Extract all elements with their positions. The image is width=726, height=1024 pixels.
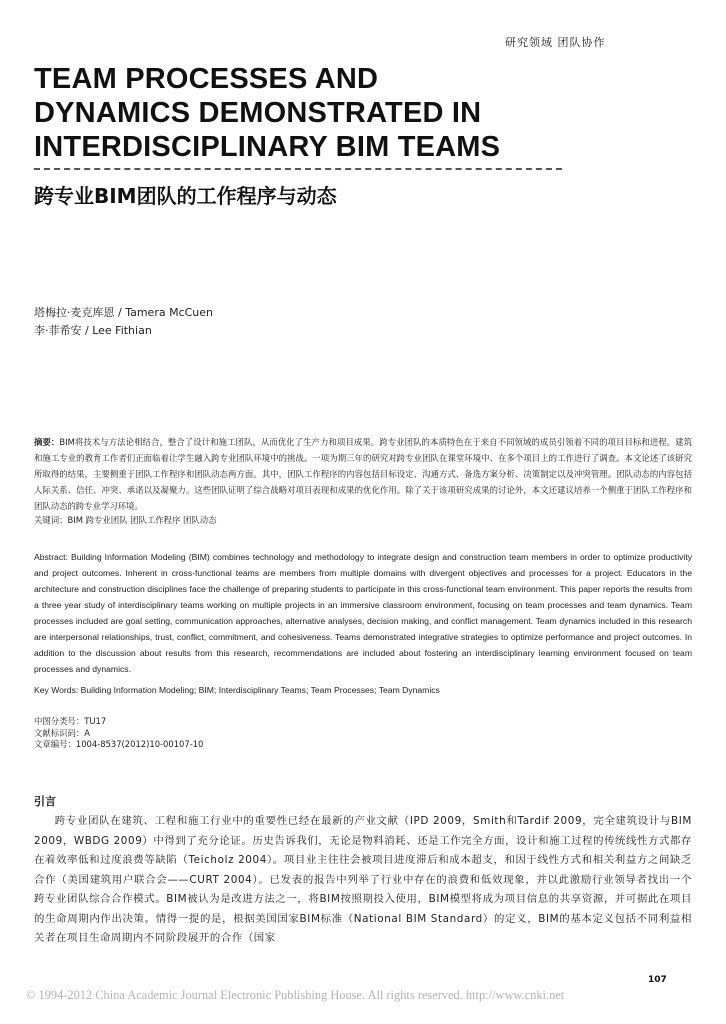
page-number: 107 — [648, 975, 667, 985]
article-title-chinese: 跨专业BIM团队的工作程序与动态 — [34, 184, 337, 208]
introduction-paragraph: 跨专业团队在建筑、工程和施工行业中的重要性已经在最新的产业文献（IPD 2009，Smith和Tardif 2009，完全建筑设计与BIM 2009，WBDG 2009）中得到了充分论证。历史告诉我们，无论是物料消耗、还是工作完全方面，设计和施工过程的传统线性方式都存在着效率低和过度浪费等缺陷（Teicholz 2004）。项目业主往往会被项目进度滞后和成本超支，和因于线性方式和相关利益方之间缺乏合作（美国建筑用户联合会——CURT 2004）。已发表的报告中列举了行业中存在的浪费和低效现象，并以此激励行业领导者找出一个跨专业团队综合合作模式。BIM被认为是改进方法之一，将BIM按照期投入使用，BIM模型将成为项目信息的共享资源，并可据此在项目的生命周期内作出决策。情得一提的是，根据美国国家BIM标准（National BIM Standard）的定义，BIM的基本定义包括不同利益相关者在项目生命周期内不同阶段展开的合作（国家 — [34, 815, 692, 944]
title-divider — [34, 168, 562, 170]
title-line: DYNAMICS DEMONSTRATED IN — [34, 97, 482, 129]
title-line: TEAM PROCESSES AND — [34, 63, 379, 95]
abstract-label: 摘要： — [34, 437, 60, 447]
abstract-text: BIM将技术与方法论相结合，整合了设计和施工团队，从而优化了生产力和项目成果。跨专业团队的本质特色在于来自不同领域的成员引领着不同的项目目标和进程。建筑和施工专业的教育工作者们正面临着让学生融入跨专业团队环境中的挑战。一项为期三年的研究对跨专业团队在课堂环境中、在多个项目上的工作进行了调查。本文论述了该研究所取得的结果，主要侧重于团队工作程序和团队动态两方面。其中，团队工作程序的内容包括目标设定、沟通方式、备选方案分析、决策制定以及冲突管理。团队动态的内容包括人际关系、信任、冲突、承诺以及凝聚力。这些团队证明了综合战略对项目表现和成果的优化作用。除了关于该项研究成果的讨论外，本文还建议培养一个侧重于团队工作程序和团队动态的跨专业学习环境。 — [34, 437, 693, 511]
keywords-text: BIM 跨专业团队 团队工作程序 团队动态 — [67, 515, 217, 525]
section-heading-introduction: 引言 — [34, 795, 56, 808]
chinese-abstract — [34, 434, 692, 514]
title-line: INTERDISCIPLINARY BIM TEAMS — [34, 131, 501, 163]
classification-info — [34, 716, 203, 751]
english-abstract — [34, 549, 692, 677]
keywords-label: 关键词： — [34, 515, 68, 525]
running-head: 研究领域 团队协作 — [505, 36, 606, 49]
author: 塔梅拉·麦克库恩 / Tamera McCuen — [34, 306, 214, 319]
chinese-keywords — [34, 514, 217, 526]
keywords-label: Key Words: — [34, 685, 79, 695]
article-title-english — [34, 62, 674, 164]
clc-number: 中图分类号：TU17 — [34, 716, 107, 726]
document-code: 文献标识码：A — [34, 727, 90, 738]
abstract-text: Building Information Modeling (BIM) combines technology and methodology to integrate design and construction team members in order to optimize productivity and project outcomes. Inherent in cross-functional teams are members from multiple domains with divergent objectives and processes for a project. Educators in the architecture and construction disciplines face the challenge of preparing students to participate in this cross-functional team environment. This paper reports the results from a three year study of interdisciplinary teams working on multiple projects in an immersive classroom environment, focusing on team processes and team dynamics. Team processes included are goal setting, communication approaches, alternative analyses, decision making, and conflict management. Team dynamics included in this research are interpersonal relationships, trust, conflict, commitment, and cohesiveness. Teams demonstrated integrative strategies to optimize performance and project outcomes. In addition to the discussion about results from this research, recommendations are included about fostering an interdisciplinary learning environment focused on team processes and dynamics. — [34, 552, 692, 674]
author-list — [34, 304, 213, 340]
english-keywords — [34, 685, 440, 695]
keywords-text: Building Information Modeling; BIM; Interdisciplinary Teams; Team Processes; Team Dynamics — [80, 685, 440, 695]
abstract-label: Abstract: — [34, 552, 68, 562]
author: 李·菲希安 / Lee Fithian — [34, 324, 152, 337]
article-id: 文章编号：1004-8537(2012)10-00107-10 — [34, 739, 204, 749]
copyright-watermark: © 1994-2012 China Academic Journal Electronic Publishing House. All rights reserved. http://www.cnki.net — [26, 988, 565, 1002]
